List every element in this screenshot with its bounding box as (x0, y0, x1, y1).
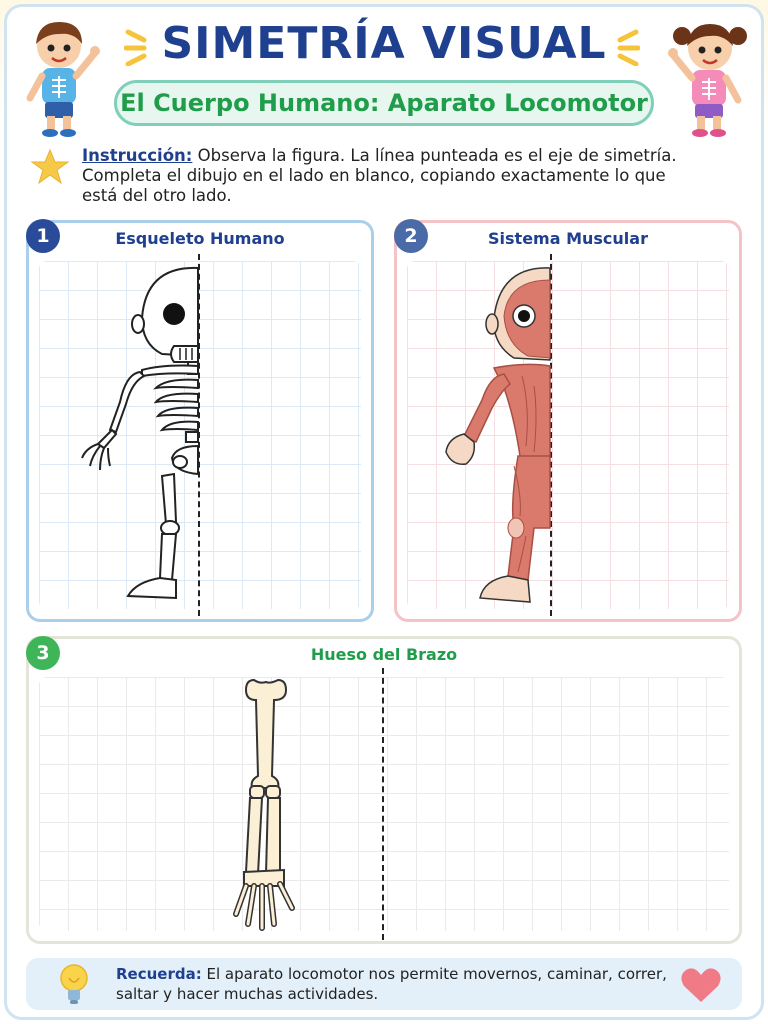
reminder-label: Recuerda: (116, 965, 202, 983)
exercise-number: 2 (394, 219, 428, 253)
exercise-number: 3 (26, 636, 60, 670)
reminder-body: El aparato locomotor nos permite movernos, caminar, correr, saltar y hacer muchas actividades. (116, 965, 667, 1003)
exercise-number: 1 (26, 219, 60, 253)
instruction-text (82, 146, 682, 206)
reminder-box (26, 958, 742, 1010)
star-icon (30, 148, 70, 186)
heart-icon (680, 966, 722, 1004)
exercise-card-arm-bone (26, 636, 742, 944)
exercise-title: Sistema Muscular (488, 229, 648, 248)
reminder-text (116, 964, 676, 1004)
girl-illustration (668, 16, 752, 140)
boy-illustration (16, 16, 100, 140)
half-muscle-figure (430, 266, 552, 610)
drawing-grid[interactable] (39, 677, 729, 931)
half-skeleton-figure (76, 262, 200, 608)
page-subtitle: El Cuerpo Humano: Aparato Locomotor (114, 80, 654, 126)
instruction-body: Observa la figura. La línea punteada es el eje de simetría. Completa el dibujo en el lado en blanco, copiando exactamente lo que está del otro lado. (82, 146, 677, 205)
exercise-title: Hueso del Brazo (310, 645, 458, 664)
instruction-label: Instrucción: (82, 146, 193, 165)
lightbulb-icon (56, 962, 92, 1006)
exercise-title: Esqueleto Humano (115, 229, 285, 248)
arm-bone-figure (230, 676, 300, 932)
page-title: SIMETRÍA VISUAL (161, 18, 607, 69)
symmetry-axis (382, 668, 384, 940)
